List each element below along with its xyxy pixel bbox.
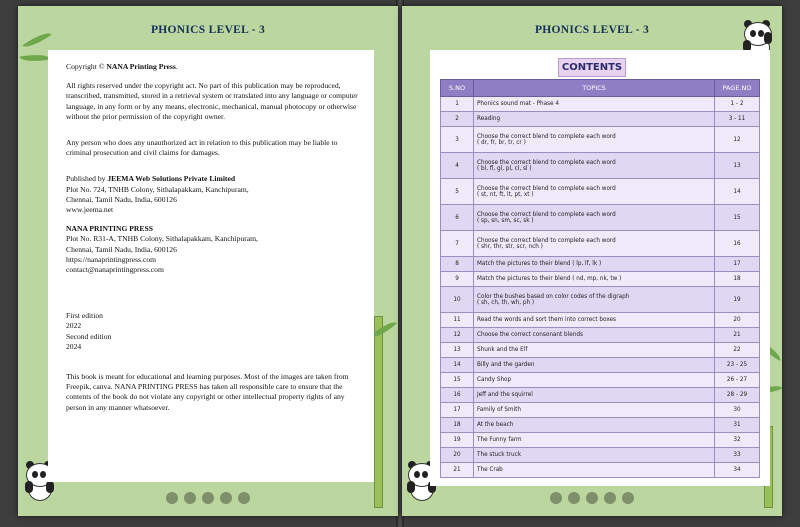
table-row <box>441 358 760 373</box>
column-header-topics: TOPICS <box>474 80 715 97</box>
row-sno: 12 <box>441 328 474 343</box>
table-row <box>441 463 760 478</box>
table-row <box>441 418 760 433</box>
table-row <box>441 403 760 418</box>
row-topic <box>474 418 715 433</box>
row-topic-line: Choose the correct blend to complete each word <box>477 133 616 140</box>
printer-address-line: Plot No. R31-A, TNHB Colony, Sithalapakkam, Kanchipuram, <box>66 234 258 244</box>
row-page-number: 23 - 25 <box>715 358 760 373</box>
printer-name: NANA PRINTING PRESS <box>66 224 153 234</box>
table-row <box>441 127 760 153</box>
row-topic-line: Family of Smith <box>477 407 521 413</box>
row-page-number: 15 <box>715 205 760 231</box>
table-row <box>441 153 760 179</box>
row-page-number: 12 <box>715 127 760 153</box>
row-page-number: 32 <box>715 433 760 448</box>
row-topic-line: ( shr, thr, str, scr, nch ) <box>477 243 543 250</box>
row-page-number: 16 <box>715 231 760 257</box>
contents-label: CONTENTS <box>558 58 626 77</box>
publisher-address-line: Plot No. 724, TNHB Colony, Sithalapakkam, Kanchipuram, <box>66 184 249 194</box>
row-sno: 1 <box>441 97 474 112</box>
row-page-number: 18 <box>715 272 760 287</box>
edition-line: Second edition <box>66 331 112 341</box>
row-topic-line: Match the pictures to their blend ( lp, lf, lk ) <box>477 261 602 267</box>
table-row <box>441 257 760 272</box>
row-topic-line: The Funny farm <box>477 437 522 443</box>
printer-email: contact@nanaprintingpress.com <box>66 265 164 275</box>
liability-paragraph: Any person who does any unauthorized act in relation to this publication may be liable to criminal prosecution and civil claims for damages. <box>66 138 338 158</box>
row-sno: 3 <box>441 127 474 153</box>
row-topic-line: ( st, nt, ft, lt, pt, xt ) <box>477 191 534 198</box>
table-row <box>441 433 760 448</box>
copyright-text-block <box>66 62 362 413</box>
table-row <box>441 112 760 127</box>
row-sno: 7 <box>441 231 474 257</box>
row-topic-line: Choose the correct consonant blends <box>477 332 583 338</box>
row-topic-line: The stuck truck <box>477 452 522 458</box>
row-topic <box>474 205 715 231</box>
right-page-header: PHONICS LEVEL - 3 <box>534 24 650 36</box>
row-sno: 14 <box>441 358 474 373</box>
row-topic-line: Phonics sound mat - Phase 4 <box>477 101 559 107</box>
row-topic <box>474 313 715 328</box>
row-sno: 20 <box>441 448 474 463</box>
row-topic <box>474 328 715 343</box>
row-topic-line: Read the words and sort them into correct boxes <box>477 317 616 323</box>
row-topic-line: Billy and the garden <box>477 362 535 368</box>
bamboo-leaf-decoration <box>20 51 51 64</box>
row-sno: 15 <box>441 373 474 388</box>
left-page-header: PHONICS LEVEL - 3 <box>150 24 266 36</box>
table-row <box>441 373 760 388</box>
table-row <box>441 388 760 403</box>
row-topic <box>474 112 715 127</box>
row-page-number: 17 <box>715 257 760 272</box>
row-page-number: 20 <box>715 313 760 328</box>
table-row <box>441 205 760 231</box>
row-topic <box>474 97 715 112</box>
row-topic-line: Reading <box>477 116 501 122</box>
row-sno: 6 <box>441 205 474 231</box>
table-row <box>441 448 760 463</box>
row-page-number: 13 <box>715 153 760 179</box>
row-page-number: 1 - 2 <box>715 97 760 112</box>
row-topic <box>474 403 715 418</box>
table-row <box>441 231 760 257</box>
disclaimer-paragraph: This book is meant for educational and learning purposes. Most of the images are taken from Freepik, canva. NANA PRINTING PRESS has taken all responsible care to ensure that the contents of the book do not violate any copyright or other intellectual property rights of any person in any manner whatsoever. <box>66 372 349 412</box>
published-by-line: Published by JEEMA Web Solutions Private Limited <box>66 174 236 184</box>
bamboo-stalk-decoration <box>374 316 383 508</box>
table-row <box>441 313 760 328</box>
row-topic-line: Choose the correct blend to complete each word <box>477 211 616 218</box>
contents-table <box>440 79 760 478</box>
row-page-number: 14 <box>715 179 760 205</box>
row-sno: 18 <box>441 418 474 433</box>
row-topic-line: Choose the correct blend to complete each word <box>477 185 616 192</box>
row-page-number: 34 <box>715 463 760 478</box>
row-sno: 5 <box>441 179 474 205</box>
edition-line: First edition <box>66 311 103 321</box>
row-topic-line: ( sp, sn, sm, sc, sk ) <box>477 217 534 224</box>
page-dots-decoration <box>18 489 398 508</box>
row-topic-line: Choose the correct blend to complete each word <box>477 237 616 244</box>
row-topic <box>474 179 715 205</box>
edition-line: 2024 <box>66 341 82 351</box>
publisher-website: www.jeema.net <box>66 205 114 215</box>
row-topic-line: Candy Shop <box>477 377 512 383</box>
row-sno: 2 <box>441 112 474 127</box>
table-row <box>441 97 760 112</box>
row-sno: 13 <box>441 343 474 358</box>
copyright-line: Copyright © NANA Printing Press. <box>66 62 178 71</box>
contents-panel <box>430 50 770 486</box>
row-topic <box>474 358 715 373</box>
row-topic-line: Choose the correct blend to complete each word <box>477 159 616 166</box>
row-page-number: 26 - 27 <box>715 373 760 388</box>
row-page-number: 3 - 11 <box>715 112 760 127</box>
row-sno: 10 <box>441 287 474 313</box>
table-row <box>441 179 760 205</box>
table-row <box>441 328 760 343</box>
row-topic <box>474 343 715 358</box>
row-topic <box>474 127 715 153</box>
column-header-sno: S.NO <box>441 80 474 97</box>
row-topic <box>474 287 715 313</box>
row-topic-line: Jeff and the squirrel <box>477 392 533 398</box>
row-page-number: 31 <box>715 418 760 433</box>
column-header-page: PAGE.NO <box>715 80 760 97</box>
row-topic <box>474 463 715 478</box>
row-topic <box>474 231 715 257</box>
row-topic-line: Shunk and the Elf <box>477 347 528 353</box>
row-topic-line: ( dr, fr, br, tr, cr ) <box>477 139 526 146</box>
edition-line: 2022 <box>66 321 82 331</box>
printer-website: https://nanaprintingpress.com <box>66 254 157 264</box>
publisher-address-line: Chennai, Tamil Nadu, India, 600126 <box>66 194 177 204</box>
row-page-number: 19 <box>715 287 760 313</box>
row-topic-line: The Crab <box>477 467 503 473</box>
copyright-panel <box>48 50 374 482</box>
table-row <box>441 343 760 358</box>
row-sno: 9 <box>441 272 474 287</box>
right-page <box>402 6 782 516</box>
row-page-number: 21 <box>715 328 760 343</box>
left-page <box>18 6 398 516</box>
row-sno: 4 <box>441 153 474 179</box>
rights-paragraph: All rights reserved under the copyright act. No part of this publication may be reproduced, transcribed, transmitted, stored in a retrieval system or translated into any language or computer language, in any form or by any means, electronic, mechanical, manual photocopy or otherwise without the prior permission of the copyright owner. <box>66 81 358 121</box>
row-topic <box>474 433 715 448</box>
row-sno: 19 <box>441 433 474 448</box>
row-topic-line: At the beach <box>477 422 514 428</box>
row-topic-line: ( bl, fl, gl, pl, cl, sl ) <box>477 165 532 172</box>
row-topic <box>474 153 715 179</box>
row-sno: 21 <box>441 463 474 478</box>
row-topic <box>474 257 715 272</box>
row-topic-line: Color the bushes based on color codes of the digraph <box>477 293 630 300</box>
row-sno: 16 <box>441 388 474 403</box>
table-row <box>441 287 760 313</box>
row-topic <box>474 373 715 388</box>
row-page-number: 22 <box>715 343 760 358</box>
row-topic <box>474 388 715 403</box>
row-topic-line: Match the pictures to their blend ( nd, mp, nk, tw ) <box>477 276 622 282</box>
row-sno: 17 <box>441 403 474 418</box>
row-page-number: 33 <box>715 448 760 463</box>
row-sno: 8 <box>441 257 474 272</box>
row-page-number: 28 - 29 <box>715 388 760 403</box>
row-sno: 11 <box>441 313 474 328</box>
row-topic-line: ( sh, ch, th, wh, ph ) <box>477 299 535 306</box>
row-page-number: 30 <box>715 403 760 418</box>
page-dots-decoration <box>402 489 782 508</box>
printer-address-line: Chennai, Tamil Nadu, India, 600126 <box>66 244 177 254</box>
table-row <box>441 272 760 287</box>
row-topic <box>474 272 715 287</box>
row-topic <box>474 448 715 463</box>
table-header-row <box>441 80 760 97</box>
